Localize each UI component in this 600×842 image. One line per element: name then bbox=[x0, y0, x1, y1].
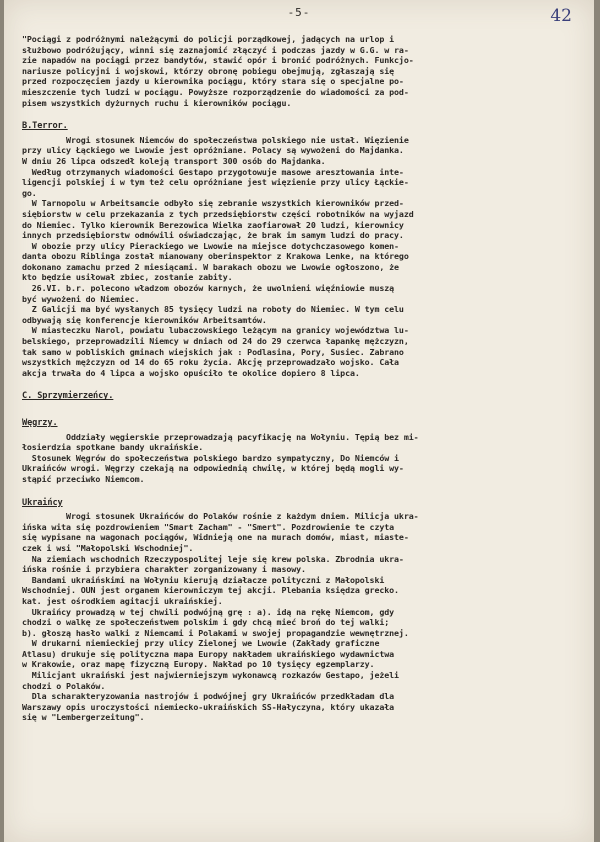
document-page bbox=[4, 0, 594, 842]
section-heading: Ukraińcy bbox=[22, 497, 63, 508]
text-line: chodzi o walkę ze społeczeństwem polskim i gdy chcą mieć broń do tej walki; bbox=[22, 617, 390, 628]
text-line: być wywożeni do Niemiec. bbox=[22, 293, 140, 304]
text-line: Ukraińców wrogi. Węgrzy czekają na odpowiednią chwilę, w której będą mogli wy- bbox=[22, 463, 404, 474]
text-line: W dniu 26 lipca odszedł koleją transport 300 osób do Majdanka. bbox=[22, 155, 326, 166]
handwritten-annotation: 42 bbox=[550, 6, 572, 26]
text-line: siębiorstw w celu przekazania z tych przedsiębiorstw części robotników na wyjazd bbox=[22, 208, 414, 219]
text-line: Wrogi stosunek Niemców do społeczeństwa polskiego nie ustał. Więzienie bbox=[22, 134, 409, 145]
text-line: Atlasu) drukuje się polityczna mapa Europy nakładem ukraińskiego wydawnictwa bbox=[22, 648, 395, 659]
text-line: przy ulicy Łąckiego we Lwowie jest opróżniane. Polacy są wywożeni do Majdanka. bbox=[22, 145, 404, 156]
text-line: ińska wita się pozdrowieniem "Smart Zacham" - "Smert". Pozdrowienie te czyta bbox=[22, 521, 395, 532]
section-heading: Węgrzy. bbox=[22, 418, 58, 428]
text-line: belskiego, przeprowadzili Niemcy w dniach od 24 do 29 czerwca łapankę mężczyzn, bbox=[22, 336, 409, 347]
text-line: innych przedsiębiorstw odmówili oświadczając, że brak im samym ludzi do pracy. bbox=[22, 230, 404, 241]
text-line: chodzi o Polaków. bbox=[22, 680, 106, 691]
text-line: Wschodniej. OUN jest organem kierowniczym tej akcji. Plebania księdza grecko. bbox=[22, 585, 399, 596]
text-line: się wypisane na wagonach pociągów, Widnieją one na murach domów, miast, miaste- bbox=[22, 532, 409, 543]
text-line: go. bbox=[22, 187, 37, 198]
text-line: odbywają się konferencje kierowników Arbeitsamtów. bbox=[22, 314, 267, 325]
text-line: pisem wszystkich dyżurnych ruchu i kierowników pociągu. bbox=[22, 97, 292, 108]
text-line: Na ziemiach wschodnich Rzeczypospolitej leje się krew polska. Zbrodnia ukra- bbox=[22, 553, 404, 564]
section bbox=[22, 411, 578, 485]
text-line: do Niemiec. Tylko kierownik Berezowica Wielka zaofiarował 20 ludzi, kierownicy bbox=[22, 219, 404, 230]
text-line: 26.VI. b.r. polecono władzom obozów karnych, że uwolnieni więźniowie muszą bbox=[22, 283, 395, 294]
text-line: Według otrzymanych wiadomości Gestapo przygotowuje masowe aresztowania inte- bbox=[22, 166, 404, 177]
page-number: -5- bbox=[287, 6, 311, 19]
text-line: tak samo w pobliskich gminach wiejskich jak : Podlasina, Pory, Susiec. Zabrano bbox=[22, 346, 404, 357]
text-line: ińska rośnie i przybiera charakter zorganizowany i masowy. bbox=[22, 564, 306, 575]
text-line: Wrogi stosunek Ukraińców do Polaków rośnie z każdym dniem. Milicja ukra- bbox=[22, 511, 419, 522]
text-line: W obozie przy ulicy Pierackiego we Lwowie na miejsce dotychczasowego komen- bbox=[22, 240, 399, 251]
sections-container bbox=[22, 114, 578, 723]
text-line: przed rozpoczęciem jazdy u kierownika pociągu, który stara się o specjalne po- bbox=[22, 76, 404, 87]
text-line: Stosunek Węgrów do społeczeństwa polskiego bardzo sympatyczny, Do Niemców i bbox=[22, 452, 399, 463]
text-line: mieszczenie tych ludzi w pociągu. Powyższe rozporządzenie do wiadomości za pod- bbox=[22, 86, 409, 97]
document-body bbox=[22, 34, 578, 729]
text-line: Ukraińcy prowadzą w tej chwili podwójną grę : a). idą na rękę Niemcom, gdy bbox=[22, 606, 395, 617]
text-line: stąpić przeciwko Niemcom. bbox=[22, 473, 145, 484]
section bbox=[22, 384, 578, 405]
text-line: W miasteczku Narol, powiatu lubaczowskiego leżącym na granicy województwa lu- bbox=[22, 325, 409, 336]
text-line: dokonano zamachu przed 2 miesiącami. W barakach obozu we Lwowie ogłoszono, że bbox=[22, 261, 399, 272]
text-line: służbowo podróżujący, winni się zaznajomić złączyć i podczas jazdy w G.G. w ra- bbox=[22, 44, 409, 55]
section bbox=[22, 114, 578, 378]
text-line: nariusze policyjni i wojskowi, którzy obronę pobiegu obejmują, zgłaszają się bbox=[22, 65, 395, 76]
text-line: W Tarnopolu w Arbeitsamcie odbyło się zebranie wszystkich kierowników przed- bbox=[22, 198, 404, 209]
text-line: kto będzie usiłował zbiec, zostanie zabity. bbox=[22, 272, 233, 283]
text-line: Oddziały węgierskie przeprowadzają pacyfikację na Wołyniu. Tępią bez mi- bbox=[22, 431, 419, 442]
text-line: wszystkich mężczyzn od 14 do 65 roku życia. Akcję przeprowadzało wojsko. Cała bbox=[22, 357, 399, 368]
text-line: Dla scharakteryzowania nastrojów i podwójnej gry Ukraińców przedkładam dla bbox=[22, 691, 395, 702]
text-line: się w "Lembergerzeitung". bbox=[22, 712, 145, 723]
text-line: Warszawy opis uroczystości niemiecko-ukraińskich SS-Hałyczyna, który ukazała bbox=[22, 701, 395, 712]
text-line: łosierdzia spotkane bandy ukraińskie. bbox=[22, 442, 204, 453]
text-line: "Pociągi z podróżnymi należącymi do policji porządkowej, jadących na urlop i bbox=[22, 34, 395, 44]
section-heading: C. Sprzymierzeńcy. bbox=[22, 391, 114, 402]
text-line: czek i wsi "Małopolski Wschodniej". bbox=[22, 542, 194, 553]
section bbox=[22, 491, 578, 723]
text-line: w Krakowie, oraz mapę fizyczną Europy. Nakład po 10 tysięcy egzemplarzy. bbox=[22, 659, 375, 670]
text-line: Milicjant ukraiński jest najwierniejszym wykonawcą rozkazów Gestapo, jeżeli bbox=[22, 670, 399, 681]
text-line: W drukarni niemieckiej przy ulicy Zielonej we Lwowie (Zakłady graficzne bbox=[22, 638, 380, 649]
text-line: danta obozu Riblinga został mianowany oberinspektor z Krakowa Lenke, na którego bbox=[22, 251, 409, 262]
text-line: akcja trwała do 4 lipca a wojsko opuściło te okolice dopiero 8 lipca. bbox=[22, 367, 360, 378]
text-line: Bandami ukraińskimi na Wołyniu kierują działacze polityczni z Małopolski bbox=[22, 574, 385, 585]
intro-paragraph bbox=[22, 34, 578, 108]
section-heading: B.Terror. bbox=[22, 121, 68, 132]
text-line: kat. jest ośrodkiem agitacji ukraińskiej. bbox=[22, 595, 223, 606]
text-line: b). głoszą hasło walki z Niemcami i Polakami w swojej propagandzie wewnętrznej. bbox=[22, 627, 409, 638]
text-line: ligencji polskiej i w tym też celu opróżniane jest więzienie przy ulicy Łąckie- bbox=[22, 177, 409, 188]
text-line: Z Galicji ma być wysłanych 85 tysięcy ludzi na roboty do Niemiec. W tym celu bbox=[22, 304, 404, 315]
text-line: zie napadów na pociągi przez bandytów, stawić opór i bronić podróżnych. Funkcjo- bbox=[22, 55, 414, 66]
